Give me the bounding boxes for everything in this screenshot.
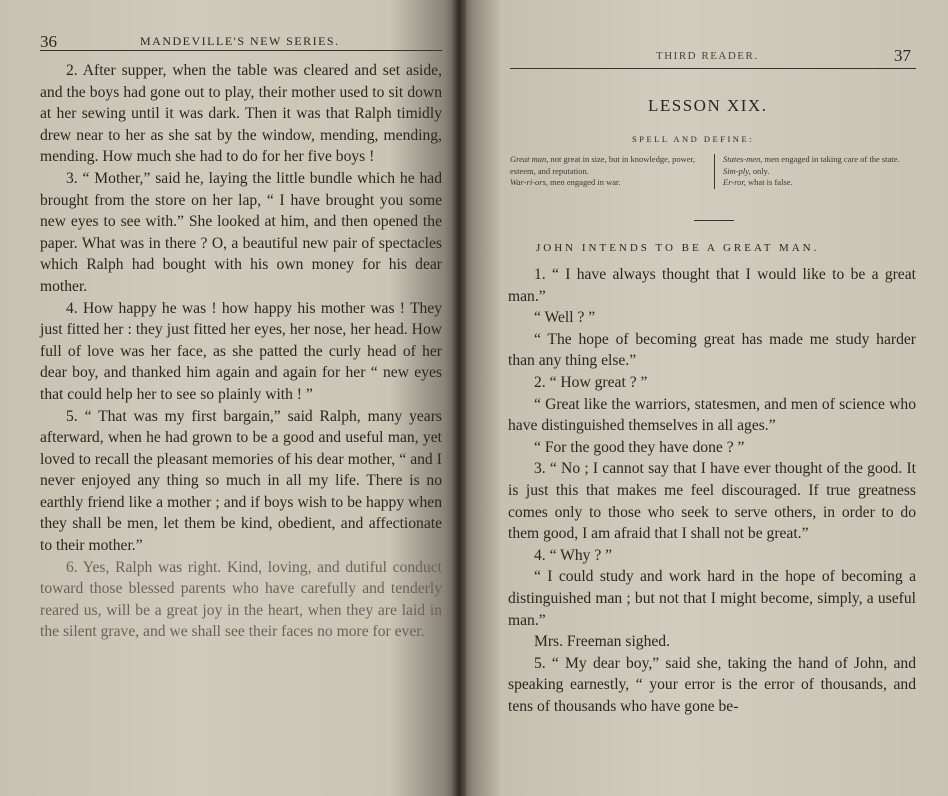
definitions-right-column [714,154,923,189]
paragraph-2: 2. After supper, when the table was cleared and set aside, and the boys had gone out to play, their mother used to sit down at her sewing until it was dark. Then it was that Ralph timidly drew near to her as she sat by the window, mending, mending, mending. How much she had to do for her five boys ! [40,62,442,166]
book-gutter [452,0,466,796]
right-header-rule [510,68,916,69]
mrs-freeman-sighed: Mrs. Freeman sighed. [534,633,670,651]
lesson-title: LESSON XIX. [648,96,768,115]
right-body-text [508,264,916,717]
paragraph-5-right: 5. “ My dear boy,” said she, taking the hand of John, and speaking earnestly, “ your error is the error of thousands, and tens of thousands who have gone be- [508,654,916,715]
left-header-rule [40,50,442,51]
paragraph-6: 6. Yes, Ralph was right. Kind, loving, and dutiful conduct toward those blessed parents who have carefully and tenderly reared us, will be a great joy in the heart, when they are laid in the silent grave, and we shall see their faces no more for ever. [40,558,442,641]
left-body-text [40,60,442,643]
paragraph-4-right: 4. “ Why ? ” [534,546,613,564]
paragraph-1: 1. “ I have always thought that I would like to be a great man.” [508,266,916,305]
definition-great-man: Great man, not great in size, but in knowledge, power, esteem, and reputation. [510,154,696,176]
definition-error: Er-ror, what is false. [723,177,793,187]
dialogue-hope: “ The hope of becoming great has made me study harder than any thing else.” [508,330,916,370]
paragraph-4: 4. How happy he was ! how happy his mother was ! They just fitted her : they just fitted her eyes, her nose, her head. How full of love was her face, as she patted the curly head of her dear boy, and thanked him again and again for her “ new eyes that could help her to see so plainly with ! ” [40,299,442,403]
right-running-head: THIRD READER. [656,50,759,62]
left-page-number: 36 [40,32,57,51]
dialogue-i-could-study: “ I could study and work hard in the hope of becoming a distinguished man ; but not that I might become, simply, a useful man.” [508,568,916,629]
paragraph-3: 3. “ Mother,” said he, laying the little bundle which he had brought from the store on her lap, “ I have brought you some new eyes to see with.” She looked at him, and then opened the paper. What was in there ? O, a beautiful new pair of spectacles which Ralph had bought with his own money for his dear mother. [40,169,442,295]
section-divider [694,220,734,221]
dialogue-great-like: “ Great like the warriors, statesmen, and men of science who have distinguished themselves in all ages.” [508,395,916,435]
spell-define-heading: SPELL AND DEFINE: [632,134,754,144]
paragraph-2-right: 2. “ How great ? ” [534,373,648,391]
paragraph-5: 5. “ That was my first bargain,” said Ralph, many years afterward, when he had grown to be a good and useful man, yet loved to recall the pleasant memories of his dear mother, “ and I never enjoyed any thing so much in all my life. There is no earthly friend like a mother ; and if boys wish to be happy when they shall be men, let them be kind, obedient, and affectionate to their mother.” [40,407,442,555]
left-running-head: MANDEVILLE'S NEW SERIES. [140,34,340,48]
definition-statesmen: States-men, men engaged in taking care of the state. [723,154,900,164]
left-page [0,0,458,796]
dialogue-well: “ Well ? ” [534,309,596,327]
story-title: JOHN INTENDS TO BE A GREAT MAN. [536,242,820,254]
right-page [458,0,948,796]
definition-warriors: War-ri-ors, men engaged in war. [510,177,621,187]
dialogue-for-the-good: “ For the good they have done ? ” [534,438,745,456]
right-page-number: 37 [894,46,911,65]
definitions-left-column [510,154,705,189]
definition-simply: Sim-ply, only. [723,165,770,176]
paragraph-3-right: 3. “ No ; I cannot say that I have ever thought of the good. It is just this that makes me feel discouraged. If true greatness comes only to those who seek to serve others, in order to do them good, I am afraid that I shall not be great.” [508,460,916,543]
